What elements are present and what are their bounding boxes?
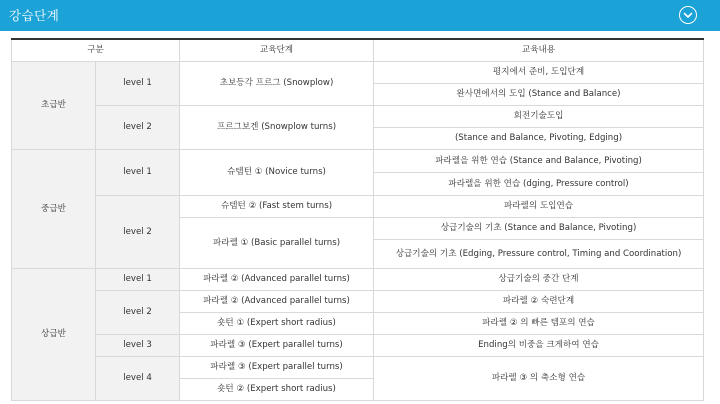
content-cell: 파라렐 ③ 의 축소형 연습 [374, 357, 704, 401]
stage-cell: 파라렐 ② (Advanced parallel turns) [180, 291, 374, 313]
column-header-stage: 교육단계 [180, 39, 374, 62]
group-label: 상급반 [12, 269, 96, 401]
chevron-down-icon [683, 10, 693, 20]
column-header-category: 구분 [12, 39, 180, 62]
content-cell: 평지에서 준비, 도입단계 [374, 62, 704, 84]
level-label: level 1 [96, 62, 180, 106]
stage-cell: 슈템턴 ① (Novice turns) [180, 150, 374, 196]
content-cell: 상급기술의 중간 단계 [374, 269, 704, 291]
collapse-toggle-button[interactable] [679, 6, 697, 24]
level-label: level 4 [96, 357, 180, 401]
content-cell: (Stance and Balance, Pivoting, Edging) [374, 128, 704, 150]
stage-cell: 숏턴 ① (Expert short radius) [180, 313, 374, 335]
column-header-content: 교육내용 [374, 39, 704, 62]
table-row [12, 106, 704, 128]
stage-cell: 파라렐 ② (Advanced parallel turns) [180, 269, 374, 291]
table-row [12, 62, 704, 84]
stage-cell: 초보등각 프르그 (Snowplow) [180, 62, 374, 106]
stage-cell: 프르그보겐 (Snowplow turns) [180, 106, 374, 150]
content-cell: 파라렐 ② 숙련단계 [374, 291, 704, 313]
level-label: level 2 [96, 106, 180, 150]
table-row [12, 291, 704, 313]
section-header [0, 0, 720, 31]
content-cell: 완사면에서의 도입 (Stance and Balance) [374, 84, 704, 106]
level-label: level 1 [96, 269, 180, 291]
content-cell: Ending의 비중을 크게하여 연습 [374, 335, 704, 357]
group-label: 초급반 [12, 62, 96, 150]
stage-cell: 숏턴 ② (Expert short radius) [180, 379, 374, 401]
stage-cell: 파라렐 ③ (Expert parallel turns) [180, 357, 374, 379]
table-row [12, 150, 704, 173]
stage-cell: 슈템턴 ② (Fast stem turns) [180, 196, 374, 218]
section-title: 강습단계 [9, 8, 60, 23]
content-cell: 상급기술의 기초 (Edging, Pressure control, Timing and Coordination) [374, 240, 704, 269]
table-header-row [12, 39, 704, 62]
content-cell: 파라렐의 도입연습 [374, 196, 704, 218]
stage-cell: 파라렐 ① (Basic parallel turns) [180, 218, 374, 269]
table-row [12, 196, 704, 218]
stage-cell: 파라렐 ③ (Expert parallel turns) [180, 335, 374, 357]
level-label: level 2 [96, 196, 180, 269]
content-cell: 상급기술의 기초 (Stance and Balance, Pivoting) [374, 218, 704, 240]
table-row [12, 269, 704, 291]
table-row [12, 357, 704, 379]
table-row [12, 335, 704, 357]
group-label: 중급반 [12, 150, 96, 269]
content-cell: 회전기술도입 [374, 106, 704, 128]
content-cell: 파라렐 ② 의 빠른 템포의 연습 [374, 313, 704, 335]
level-label: level 3 [96, 335, 180, 357]
level-label: level 1 [96, 150, 180, 196]
content-cell: 파라렐을 위한 연습 (dging, Pressure control) [374, 173, 704, 196]
level-label: level 2 [96, 291, 180, 335]
lesson-stage-table [11, 38, 704, 401]
content-cell: 파라렐을 위한 연습 (Stance and Balance, Pivoting) [374, 150, 704, 173]
